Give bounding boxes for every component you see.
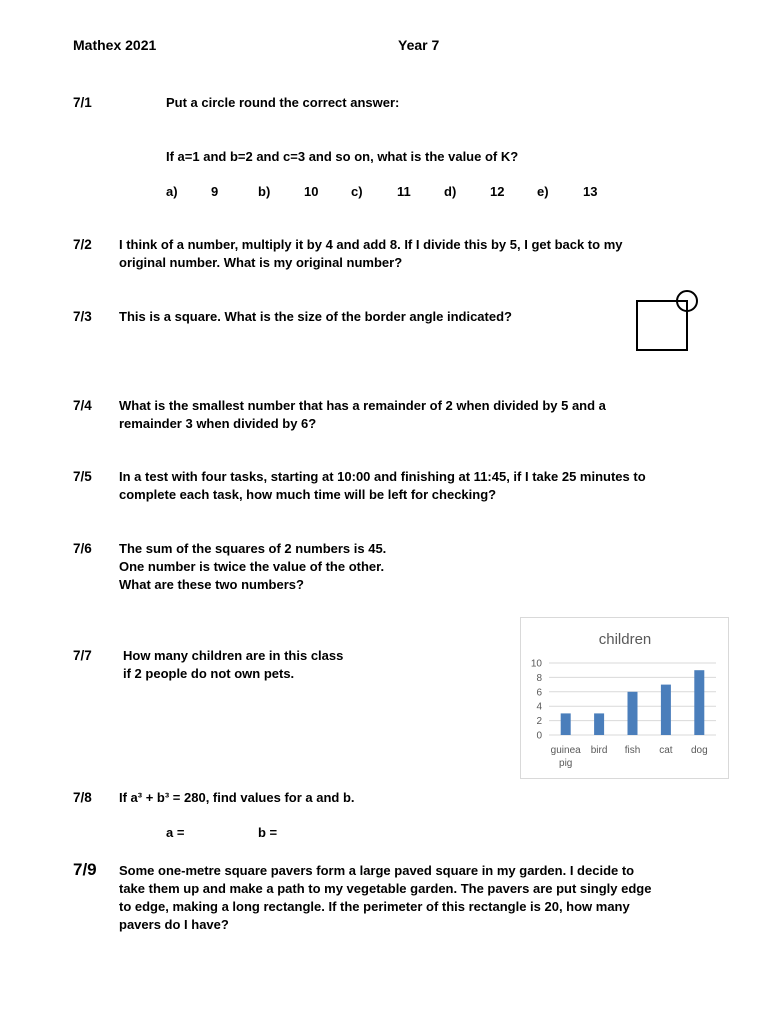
option-letter: e) [537,184,549,199]
question-text [123,647,343,683]
question-line: Some one-metre square pavers form a large paved square in my garden. I decide to [119,863,635,878]
header-title: Mathex 2021 [73,37,157,53]
question-number: 7/9 [73,860,97,879]
x-tick-label: guinea pig [550,745,581,769]
chart-title: children [598,631,652,648]
question-line: if 2 people do not own pets. [123,666,295,681]
question-text [119,236,622,272]
question-line: In a test with four tasks, starting at 10:00 and finishing at 11:45, if I take 25 minutes to [119,469,646,484]
question-number: 7/4 [73,398,92,413]
answer-b-label: b = [258,825,278,840]
question-number: 7/3 [73,309,92,324]
answer-a-label: a = [166,825,185,840]
question-text [119,540,386,594]
question-number: 7/2 [73,237,92,252]
chart-canvas [521,618,728,778]
option-value: 10 [304,184,319,199]
bar-guinea-pig [561,713,571,735]
chart-y-ticks [531,659,543,742]
question-line: The sum of the squares of 2 numbers is 45. [119,541,387,556]
question-text [119,308,512,326]
square-diagram [630,284,706,356]
header-year: Year 7 [398,37,440,53]
option-value: 9 [211,184,219,199]
y-tick-label: 8 [536,672,542,684]
question-text [119,862,651,934]
question-line: complete each task, how much time will be left for checking? [119,487,497,502]
question-line: I think of a number, multiply it by 4 and add 8. If I divide this by 5, I get back to my [119,237,623,252]
question-line: How many children are in this class [123,648,344,663]
question-text: If a=1 and b=2 and c=3 and so on, what is the value of K? [166,149,519,164]
x-tick-label: bird [590,745,608,756]
question-text [119,468,646,504]
question-instruction: Put a circle round the correct answer: [166,95,400,110]
children-bar-chart [520,617,729,779]
x-tick-label: cat [659,745,673,756]
option-letter: b) [258,184,271,199]
question-text: If a³ + b³ = 280, find values for a and b. [119,790,355,805]
y-tick-label: 4 [536,701,542,713]
y-tick-label: 0 [536,730,542,742]
option-letter: a) [166,184,178,199]
question-number: 7/8 [73,790,92,805]
question-line: take them up and make a path to my vegetable garden. The pavers are put singly edge [119,881,652,896]
option-value: 12 [490,184,505,199]
question-line: pavers do I have? [119,917,229,932]
y-tick-label: 2 [536,716,542,728]
question-number: 7/1 [73,95,92,110]
question-number: 7/7 [73,648,92,663]
question-number: 7/6 [73,541,92,556]
y-tick-label: 6 [536,687,542,699]
chart-bars [561,670,705,735]
option-value: 11 [397,184,411,199]
question-line: What is the smallest number that has a remainder of 2 when divided by 5 and a [119,398,606,413]
question-text [119,397,606,433]
option-letter: d) [444,184,457,199]
chart-x-labels [551,745,708,769]
x-tick-label: fish [624,745,641,756]
y-tick-label: 10 [530,658,542,670]
x-tick-label: dog [690,745,708,756]
question-line: One number is twice the value of the other. [119,559,385,574]
question-number: 7/5 [73,469,92,484]
bar-bird [594,713,604,735]
option-value: 13 [583,184,598,199]
question-line: to edge, making a long rectangle. If the perimeter of this rectangle is 20, how many [119,899,630,914]
bar-dog [694,670,704,735]
question-line: This is a square. What is the size of the border angle indicated? [119,309,512,324]
bar-cat [661,685,671,735]
option-letter: c) [351,184,363,199]
question-line: What are these two numbers? [119,577,304,592]
bar-fish [628,692,638,735]
answer-options [0,184,768,202]
question-line: remainder 3 when divided by 6? [119,416,317,431]
question-line: original number. What is my original number? [119,255,403,270]
